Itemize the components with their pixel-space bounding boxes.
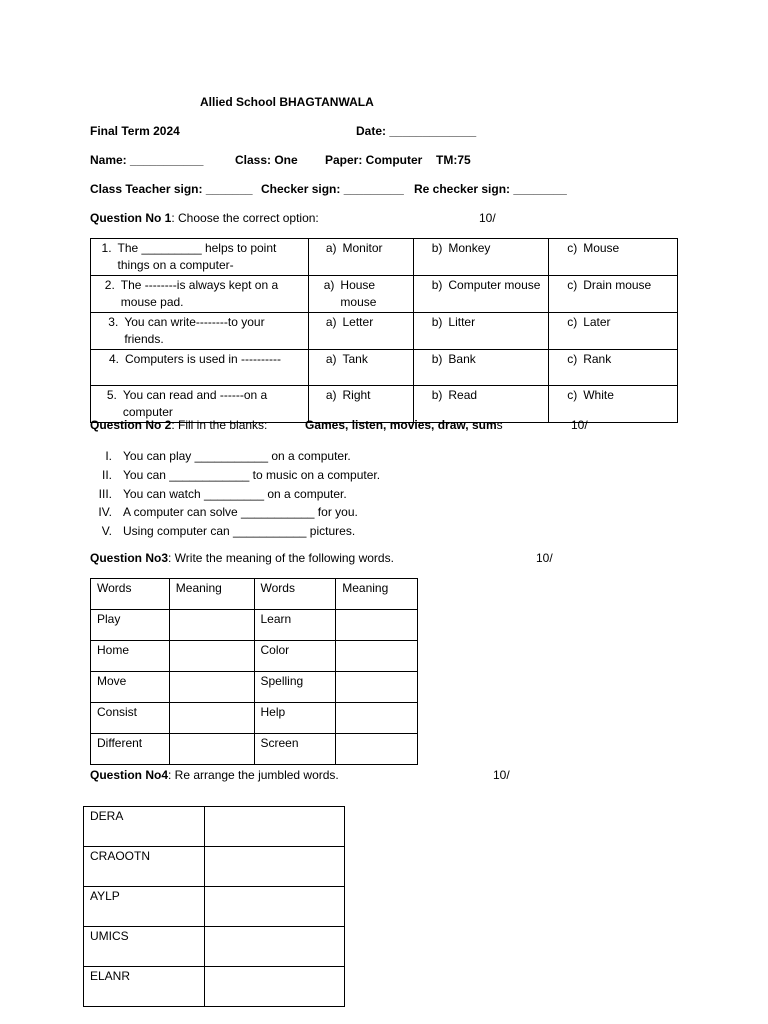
- date-label: Date:: [356, 124, 387, 138]
- q1-question: [97, 351, 302, 368]
- q4-row: [84, 807, 345, 847]
- q3-word-cell: Learn: [254, 610, 336, 641]
- q1-option-b-label: b): [431, 241, 443, 255]
- q4-row: [84, 887, 345, 927]
- q2-item: [84, 466, 380, 485]
- q2-instruction: : Fill in the blanks:: [171, 418, 268, 432]
- q2-list: [84, 447, 380, 541]
- q3-marks: 10/: [536, 551, 553, 565]
- q1-question-cell: [91, 350, 309, 386]
- q2-marks: 10/: [571, 418, 588, 432]
- q1-row: [91, 239, 678, 276]
- q3-meaning-cell: [169, 672, 254, 703]
- name-blank: ___________: [130, 153, 204, 167]
- q2-word-bank-tail: s: [496, 418, 503, 432]
- q2-item-text: You can ____________ to music on a computer.: [123, 467, 381, 482]
- q1-row: [91, 386, 678, 423]
- q1-option-c-text: Rank: [583, 352, 612, 366]
- q1-option-b-text: Computer mouse: [448, 278, 541, 292]
- q2-word-bank: [305, 418, 503, 432]
- q1-option-b-text: Litter: [448, 315, 476, 329]
- q1-option-a: [315, 240, 408, 257]
- q1-option-b-text: Bank: [448, 352, 476, 366]
- checker-blank: _________: [343, 182, 404, 196]
- q2-item-number: IV.: [98, 505, 112, 520]
- class-label: Class: One: [235, 153, 298, 167]
- q4-instruction: : Re arrange the jumbled words.: [168, 768, 339, 782]
- q1-option-a-text: Tank: [342, 352, 368, 366]
- q2-item-text: Using computer can ___________ pictures.: [123, 524, 356, 539]
- paper-label: Paper: Computer: [325, 153, 423, 167]
- name-field: [90, 153, 203, 167]
- q4-answer-cell: [204, 967, 344, 1007]
- q1-question-text: Computers is used in ----------: [125, 352, 282, 366]
- q1-option-a-text: Letter: [342, 315, 374, 329]
- q1-option-b: [420, 277, 542, 294]
- q4-jumbled-word-cell: CRAOOTN: [84, 847, 205, 887]
- q3-header-cell: Words: [91, 579, 170, 610]
- q1-question-text: The --------is always kept on a mouse pad.: [120, 278, 279, 309]
- q1-option-a-cell: [308, 313, 414, 350]
- q3-meaning-cell: [336, 610, 418, 641]
- q1-question-cell: [91, 386, 309, 423]
- q2-item: [84, 522, 380, 541]
- q1-question: [97, 240, 302, 274]
- q2-item: [84, 485, 380, 504]
- q1-option-b-cell: [414, 313, 549, 350]
- q1-option-a-cell: [308, 276, 414, 313]
- q1-instruction: : Choose the correct option:: [171, 211, 319, 225]
- q1-option-c-cell: [549, 386, 678, 423]
- q1-option-c-cell: [549, 239, 678, 276]
- q1-option-c-label: c): [567, 278, 578, 292]
- q1-title: Question No 1: [90, 211, 172, 225]
- q1-option-b: [420, 314, 542, 331]
- q1-question: [97, 387, 302, 421]
- q1-option-c: [555, 314, 671, 331]
- q1-option-b-label: b): [431, 352, 443, 366]
- q1-heading: [90, 211, 319, 225]
- q1-option-c: [555, 351, 671, 368]
- total-marks-label: TM:75: [436, 153, 471, 167]
- q1-option-b-text: Read: [448, 388, 478, 402]
- q4-title: Question No4: [90, 768, 169, 782]
- q1-option-b-cell: [414, 276, 549, 313]
- q2-item-number: III.: [98, 486, 112, 501]
- q3-meaning-cell: [169, 641, 254, 672]
- q1-question-text: The _________ helps to point things on a computer-: [117, 241, 277, 272]
- q1-question: [97, 277, 302, 311]
- q1-option-c-cell: [549, 350, 678, 386]
- q1-option-a-label: a): [323, 278, 335, 292]
- school-name: Allied School BHAGTANWALA: [200, 95, 374, 109]
- q3-header-cell: Meaning: [336, 579, 418, 610]
- q3-word-cell: Help: [254, 703, 336, 734]
- q3-table: [90, 578, 418, 765]
- q1-option-c-label: c): [567, 241, 578, 255]
- q1-option-c-label: c): [567, 315, 578, 329]
- checker-sign: [261, 182, 404, 196]
- q1-option-b-label: b): [431, 388, 443, 402]
- q1-question-cell: [91, 276, 309, 313]
- q1-option-c-text: Drain mouse: [583, 278, 652, 292]
- q2-item: [84, 503, 380, 522]
- q3-meaning-cell: [169, 610, 254, 641]
- term-title: Final Term 2024: [90, 124, 180, 138]
- q2-item-number: I.: [105, 449, 112, 463]
- q3-word-cell: Spelling: [254, 672, 336, 703]
- q1-question-text: You can read and ------on a computer: [122, 388, 268, 419]
- q1-question-number: 3.: [108, 315, 119, 329]
- q1-question-number: 4.: [108, 352, 119, 366]
- q3-word-cell: Home: [91, 641, 170, 672]
- q1-option-a-label: a): [325, 315, 337, 329]
- q1-option-a-text: Right: [342, 388, 371, 402]
- q3-word-cell: Consist: [91, 703, 170, 734]
- q3-row: [91, 641, 418, 672]
- q1-option-a-cell: [308, 239, 414, 276]
- q1-option-b-text: Monkey: [448, 241, 491, 255]
- q3-word-cell: Screen: [254, 734, 336, 765]
- q3-meaning-cell: [169, 703, 254, 734]
- q1-option-b-cell: [414, 350, 549, 386]
- q3-row: [91, 672, 418, 703]
- q2-item-text: A computer can solve ___________ for you.: [123, 505, 358, 520]
- q4-table: [83, 806, 345, 1007]
- q1-question-text: You can write--------to your friends.: [124, 315, 265, 346]
- q1-question: [97, 314, 302, 348]
- class-teacher-label: Class Teacher sign:: [90, 182, 203, 196]
- q3-row: [91, 703, 418, 734]
- q2-item-number: II.: [101, 467, 112, 482]
- class-teacher-sign: [90, 182, 253, 196]
- q4-answer-cell: [204, 887, 344, 927]
- q3-header-cell: Words: [254, 579, 336, 610]
- q3-header-cell: Meaning: [169, 579, 254, 610]
- q3-instruction: : Write the meaning of the following words.: [168, 551, 394, 565]
- q1-option-c: [555, 277, 671, 294]
- q2-item-number: V.: [101, 524, 112, 539]
- q1-option-a-cell: [308, 350, 414, 386]
- q1-option-b: [420, 240, 542, 257]
- q1-option-a-label: a): [325, 352, 337, 366]
- rechecker-blank: ________: [513, 182, 567, 196]
- q1-marks: 10/: [479, 211, 496, 225]
- q1-row: [91, 350, 678, 386]
- q3-heading: [90, 551, 394, 565]
- q1-option-c: [555, 240, 671, 257]
- q4-marks: 10/: [493, 768, 510, 782]
- q1-row: [91, 313, 678, 350]
- q1-option-c-cell: [549, 313, 678, 350]
- q1-option-a: [315, 351, 408, 368]
- q1-option-b-cell: [414, 386, 549, 423]
- q2-word-bank-bold: Games, listen, movies, draw, sum: [305, 418, 497, 432]
- q1-table: [90, 238, 678, 423]
- q3-meaning-cell: [336, 641, 418, 672]
- q1-option-a-cell: [308, 386, 414, 423]
- q2-item-text: You can play ___________ on a computer.: [123, 449, 351, 463]
- q2-heading: [90, 418, 267, 432]
- q1-option-c-text: White: [583, 388, 614, 402]
- q1-option-c: [555, 387, 671, 404]
- q3-meaning-cell: [336, 703, 418, 734]
- rechecker-sign: [414, 182, 567, 196]
- q1-question-cell: [91, 313, 309, 350]
- q1-row: [91, 276, 678, 313]
- q3-word-cell: Color: [254, 641, 336, 672]
- q4-row: [84, 927, 345, 967]
- q3-meaning-cell: [169, 734, 254, 765]
- q4-jumbled-word-cell: DERA: [84, 807, 205, 847]
- q1-option-a: [315, 277, 408, 311]
- q1-option-c-cell: [549, 276, 678, 313]
- q2-title: Question No 2: [90, 418, 172, 432]
- q3-word-cell: Play: [91, 610, 170, 641]
- q4-answer-cell: [204, 807, 344, 847]
- checker-label: Checker sign:: [261, 182, 341, 196]
- q4-row: [84, 967, 345, 1007]
- q4-answer-cell: [204, 927, 344, 967]
- q1-question-number: 1.: [101, 241, 112, 255]
- q3-row: [91, 734, 418, 765]
- q1-option-c-text: Later: [583, 315, 611, 329]
- q1-option-a: [315, 387, 408, 404]
- q3-row: [91, 610, 418, 641]
- q1-option-a-label: a): [325, 388, 337, 402]
- q1-option-b: [420, 351, 542, 368]
- date-field: [356, 124, 476, 138]
- q1-question-number: 5.: [106, 388, 117, 402]
- class-teacher-blank: _______: [205, 182, 253, 196]
- q1-option-b-cell: [414, 239, 549, 276]
- q1-option-a-text: Monitor: [342, 241, 383, 255]
- q1-question-cell: [91, 239, 309, 276]
- q4-heading: [90, 768, 339, 782]
- q4-jumbled-word-cell: ELANR: [84, 967, 205, 1007]
- q1-option-c-label: c): [567, 388, 578, 402]
- q2-item: [84, 447, 380, 466]
- q2-item-text: You can watch _________ on a computer.: [123, 486, 347, 501]
- q1-option-a-label: a): [325, 241, 337, 255]
- q3-header-row: [91, 579, 418, 610]
- q1-option-a: [315, 314, 408, 331]
- q3-meaning-cell: [336, 734, 418, 765]
- q4-answer-cell: [204, 847, 344, 887]
- q4-jumbled-word-cell: UMICS: [84, 927, 205, 967]
- name-label: Name:: [90, 153, 127, 167]
- q3-title: Question No3: [90, 551, 169, 565]
- q1-question-number: 2.: [104, 278, 115, 292]
- q4-jumbled-word-cell: AYLP: [84, 887, 205, 927]
- q1-option-a-text: House mouse: [340, 278, 377, 309]
- q3-meaning-cell: [336, 672, 418, 703]
- q1-option-c-text: Mouse: [583, 241, 620, 255]
- q1-option-b-label: b): [431, 315, 443, 329]
- q1-option-b: [420, 387, 542, 404]
- q1-option-b-label: b): [431, 278, 443, 292]
- rechecker-label: Re checker sign:: [414, 182, 511, 196]
- q3-word-cell: Different: [91, 734, 170, 765]
- q1-option-c-label: c): [567, 352, 578, 366]
- date-blank: _____________: [389, 124, 477, 138]
- q3-word-cell: Move: [91, 672, 170, 703]
- q4-row: [84, 847, 345, 887]
